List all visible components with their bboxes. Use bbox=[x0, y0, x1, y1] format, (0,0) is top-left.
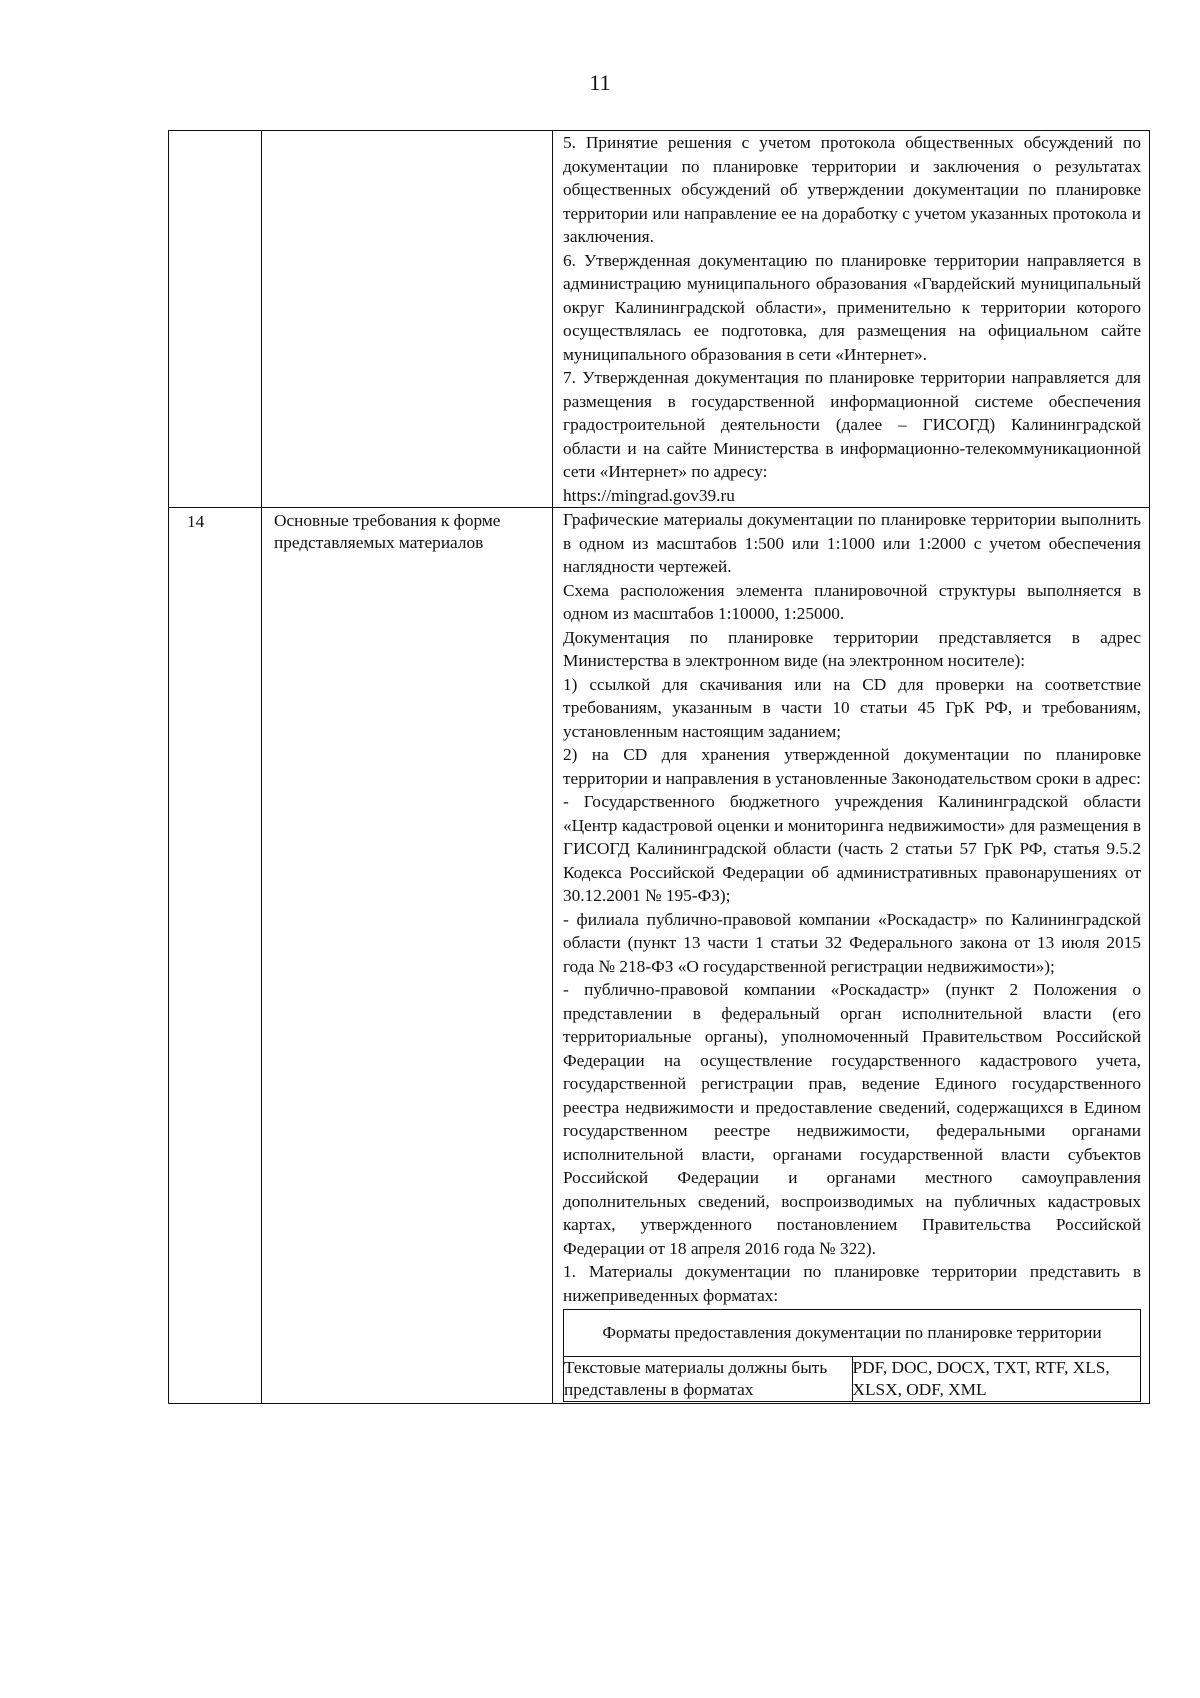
page-number: 11 bbox=[589, 70, 611, 95]
content-cell bbox=[553, 131, 1150, 508]
paragraph: 1) ссылкой для скачивания или на CD для проверки на соответствие требованиям, указанным в части 10 статьи 45 ГрК РФ, и требованиям, установленным настоящим заданием; bbox=[563, 674, 1141, 741]
paragraph: 5. Принятие решения с учетом протокола общественных обсуждений по документации по планировке территории и заключения о результатах общественных обсуждений об утверждении документации по планировке территории или направление ее на доработку с учетом указанных протокола и заключения. bbox=[563, 133, 1141, 246]
table-row bbox=[564, 1357, 1141, 1402]
table-row bbox=[169, 131, 1150, 508]
paragraph: Документация по планировке территории представляется в адрес Министерства в электронном виде (на электронном носителе): bbox=[563, 627, 1141, 670]
paragraph: Графические материалы документации по планировке территории выполнить в одном из масштабов 1:500 или 1:1000 или 1:2000 с учетом обеспечения наглядности чертежей. bbox=[563, 510, 1141, 576]
paragraph: 7. Утвержденная документация по планировке территории направляется для размещения в государственной информационной системе обеспечения градостроительной деятельности (далее – ГИСОГД) Калининградской области и на сайте Министерства в информационно-телекоммуникационной сети «Интернет» по адресу: bbox=[563, 368, 1141, 481]
paragraph: - филиала публично-правовой компании «Роскадастр» по Калининградской области (пункт 13 части 1 статьи 32 Федерального закона от 13 июля 2015 года № 218-ФЗ «О государственной регистрации недвижимости»); bbox=[563, 909, 1141, 976]
requirements-table bbox=[168, 130, 1150, 1404]
paragraph: 6. Утвержденная документацию по планировке территории направляется в администрацию муниципального образования «Гвардейский муниципальный округ Калининградской области», применительно к территории которого осуществлялась ее подготовка, для размещения на официальном сайте муниципального образования в сети «Интернет». bbox=[563, 250, 1141, 364]
paragraph: 1. Материалы документации по планировке территории представить в нижеприведенных форматах: bbox=[563, 1262, 1141, 1305]
row-number-cell bbox=[169, 131, 262, 508]
table-row bbox=[169, 508, 1150, 1404]
requirement-cell: Основные требования к форме представляемых материалов bbox=[262, 508, 553, 1404]
formats-table bbox=[563, 1309, 1141, 1402]
format-label-cell: Текстовые материалы должны быть представлены в форматах bbox=[564, 1357, 853, 1402]
content-cell bbox=[553, 508, 1150, 1404]
url-text: https://mingrad.gov39.ru bbox=[563, 485, 735, 505]
paragraph: 2) на CD для хранения утвержденной документации по планировке территории и направления в установленные Законодательством сроки в адрес: bbox=[563, 745, 1141, 788]
formats-table-header: Форматы предоставления документации по планировке территории bbox=[564, 1310, 1141, 1357]
paragraph: Схема расположения элемента планировочной структуры выполняется в одном из масштабов 1:10000, 1:25000. bbox=[563, 580, 1141, 623]
requirement-cell bbox=[262, 131, 553, 508]
formats-header-row bbox=[564, 1310, 1141, 1357]
paragraph: - публично-правовой компании «Роскадастр» (пункт 2 Положения о представлении в федеральный орган исполнительной власти (его территориальные органы), уполномоченный Правительством Российской Федерации на осуществление государственного кадастрового учета, государственной регистрации прав, ведение Единого государственного реестра недвижимости и предоставление сведений, содержащихся в Едином государственном реестре недвижимости, федеральными органами исполнительной власти, органами государственной власти субъектов Российской Федерации и органами местного самоуправления дополнительных сведений, воспроизводимых на публичных кадастровых картах, утвержденного постановлением Правительства Российской Федерации от 18 апреля 2016 года № 322). bbox=[563, 980, 1141, 1258]
row-number-cell: 14 bbox=[169, 508, 262, 1404]
paragraph: - Государственного бюджетного учреждения Калининградской области «Центр кадастровой оценки и мониторинга недвижимости» для размещения в ГИСОГД Калининградской области (часть 2 статьи 57 ГрК РФ, статья 9.5.2 Кодекса Российской Федерации об административных правонарушениях от 30.12.2001 № 195-ФЗ); bbox=[563, 792, 1141, 905]
format-value-cell: PDF, DOC, DOCX, TXT, RTF, XLS, XLSX, ODF, XML bbox=[852, 1357, 1141, 1402]
